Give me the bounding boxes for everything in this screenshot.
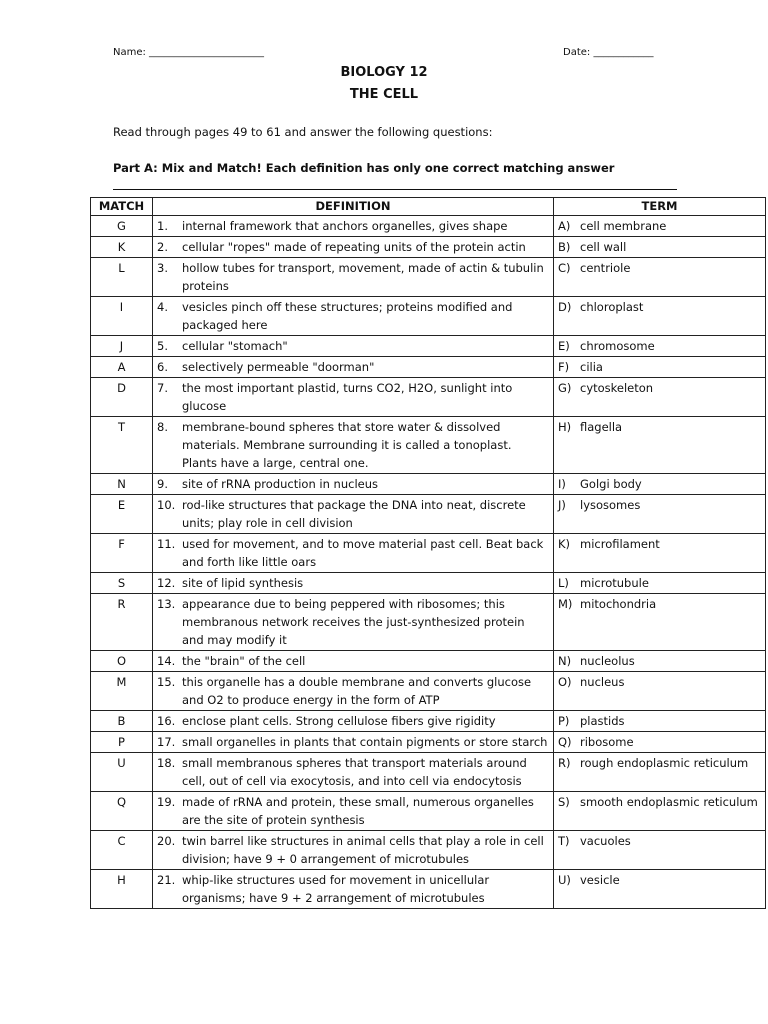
definition-number: 12. <box>157 576 176 590</box>
match-answer: S <box>91 573 153 594</box>
table-row <box>91 831 766 870</box>
term-cell <box>554 870 766 909</box>
term-cell <box>554 297 766 336</box>
definition-number: 2. <box>157 240 168 254</box>
match-answer: C <box>91 831 153 870</box>
definition-text: vesicles pinch off these structures; proteins modified and packaged here <box>182 300 513 332</box>
match-answer: P <box>91 732 153 753</box>
table-row <box>91 573 766 594</box>
term-text: vacuoles <box>580 834 631 848</box>
term-text: smooth endoplasmic reticulum <box>580 795 758 809</box>
table-row <box>91 792 766 831</box>
definition-cell <box>153 870 554 909</box>
table-row <box>91 258 766 297</box>
table-row <box>91 237 766 258</box>
match-answer: D <box>91 378 153 417</box>
definition-text: rod-like structures that package the DNA into neat, discrete units; play role in cell division <box>182 498 526 530</box>
definition-number: 21. <box>157 873 176 887</box>
definition-number: 4. <box>157 300 168 314</box>
table-row <box>91 495 766 534</box>
table-row <box>91 297 766 336</box>
term-letter: I) <box>558 477 566 491</box>
match-answer: L <box>91 258 153 297</box>
term-cell <box>554 417 766 474</box>
term-letter: Q) <box>558 735 572 749</box>
definition-cell <box>153 474 554 495</box>
match-answer: F <box>91 534 153 573</box>
term-cell <box>554 378 766 417</box>
definition-cell <box>153 417 554 474</box>
course-title: BIOLOGY 12 <box>340 65 428 80</box>
term-letter: E) <box>558 339 570 353</box>
definition-number: 11. <box>157 537 176 551</box>
term-cell <box>554 216 766 237</box>
definition-cell <box>153 753 554 792</box>
definition-cell <box>153 573 554 594</box>
definition-text: membrane-bound spheres that store water & dissolved materials. Membrane surrounding it is called a tonoplast. Plants have a large, central one. <box>182 420 512 470</box>
term-letter: K) <box>558 537 571 551</box>
definition-text: made of rRNA and protein, these small, numerous organelles are the site of protein synthesis <box>182 795 534 827</box>
match-answer: R <box>91 594 153 651</box>
name-field-label: Name: _______________________ <box>113 47 265 58</box>
definition-number: 19. <box>157 795 176 809</box>
definition-text: internal framework that anchors organelles, gives shape <box>182 219 508 233</box>
term-cell <box>554 711 766 732</box>
term-cell <box>554 237 766 258</box>
term-cell <box>554 753 766 792</box>
term-cell <box>554 573 766 594</box>
definition-number: 13. <box>157 597 176 611</box>
term-cell <box>554 336 766 357</box>
instructions: Read through pages 49 to 61 and answer the following questions: <box>113 125 493 139</box>
term-letter: F) <box>558 360 570 374</box>
definition-number: 15. <box>157 675 176 689</box>
term-cell <box>554 672 766 711</box>
definition-cell <box>153 495 554 534</box>
term-cell <box>554 594 766 651</box>
term-text: chloroplast <box>580 300 644 314</box>
table-row <box>91 672 766 711</box>
term-column-header: TERM <box>554 198 766 216</box>
table-row <box>91 870 766 909</box>
term-letter: C) <box>558 261 571 275</box>
term-text: cell membrane <box>580 219 667 233</box>
definition-cell <box>153 378 554 417</box>
term-text: mitochondria <box>580 597 657 611</box>
term-letter: R) <box>558 756 571 770</box>
term-cell <box>554 474 766 495</box>
definition-cell <box>153 792 554 831</box>
definition-cell <box>153 831 554 870</box>
term-text: ribosome <box>580 735 634 749</box>
definition-number: 16. <box>157 714 176 728</box>
divider <box>113 189 677 190</box>
definition-number: 10. <box>157 498 176 512</box>
match-answer: B <box>91 711 153 732</box>
match-answer: A <box>91 357 153 378</box>
term-cell <box>554 495 766 534</box>
match-column-header: MATCH <box>91 198 153 216</box>
definition-column-header: DEFINITION <box>153 198 554 216</box>
definition-cell <box>153 357 554 378</box>
term-cell <box>554 258 766 297</box>
definition-text: twin barrel like structures in animal cells that play a role in cell division; have 9 + 0 arrangement of microtubules <box>182 834 544 866</box>
table-row <box>91 753 766 792</box>
definition-text: cellular "stomach" <box>182 339 288 353</box>
definition-number: 8. <box>157 420 168 434</box>
definition-number: 9. <box>157 477 168 491</box>
table-header-row <box>91 198 766 216</box>
definition-cell <box>153 216 554 237</box>
term-text: Golgi body <box>580 477 642 491</box>
match-answer: I <box>91 297 153 336</box>
term-cell <box>554 831 766 870</box>
definition-text: the "brain" of the cell <box>182 654 306 668</box>
match-answer: N <box>91 474 153 495</box>
definition-cell <box>153 594 554 651</box>
definition-number: 17. <box>157 735 176 749</box>
definition-cell <box>153 336 554 357</box>
part-a-heading: Part A: Mix and Match! Each definition has only one correct matching answer <box>113 161 615 175</box>
definition-number: 6. <box>157 360 168 374</box>
term-text: chromosome <box>580 339 655 353</box>
match-answer: K <box>91 237 153 258</box>
table-row <box>91 732 766 753</box>
term-text: cytoskeleton <box>580 381 654 395</box>
definition-number: 3. <box>157 261 168 275</box>
term-text: plastids <box>580 714 625 728</box>
term-text: vesicle <box>580 873 620 887</box>
term-letter: M) <box>558 597 573 611</box>
definition-cell <box>153 237 554 258</box>
match-answer: O <box>91 651 153 672</box>
definition-number: 20. <box>157 834 176 848</box>
term-text: cell wall <box>580 240 627 254</box>
definition-number: 14. <box>157 654 176 668</box>
definition-text: site of lipid synthesis <box>182 576 304 590</box>
term-letter: J) <box>558 498 566 512</box>
term-letter: A) <box>558 219 571 233</box>
definition-text: used for movement, and to move material past cell. Beat back and forth like little oars <box>182 537 544 569</box>
table-row <box>91 594 766 651</box>
term-letter: L) <box>558 576 569 590</box>
match-answer: E <box>91 495 153 534</box>
term-letter: D) <box>558 300 572 314</box>
definition-cell <box>153 651 554 672</box>
definition-text: site of rRNA production in nucleus <box>182 477 379 491</box>
term-cell <box>554 534 766 573</box>
definition-cell <box>153 732 554 753</box>
definition-cell <box>153 297 554 336</box>
term-letter: B) <box>558 240 571 254</box>
definition-text: this organelle has a double membrane and converts glucose and O2 to produce energy in the form of ATP <box>182 675 532 707</box>
match-answer: M <box>91 672 153 711</box>
term-cell <box>554 732 766 753</box>
term-text: nucleus <box>580 675 625 689</box>
definition-text: small organelles in plants that contain pigments or store starch <box>182 735 548 749</box>
match-answer: T <box>91 417 153 474</box>
term-letter: P) <box>558 714 570 728</box>
definition-cell <box>153 258 554 297</box>
definition-text: selectively permeable "doorman" <box>182 360 375 374</box>
match-answer: Q <box>91 792 153 831</box>
match-answer: G <box>91 216 153 237</box>
table-row <box>91 378 766 417</box>
match-answer: U <box>91 753 153 792</box>
definition-text: the most important plastid, turns CO2, H2O, sunlight into glucose <box>182 381 513 413</box>
term-letter: G) <box>558 381 572 395</box>
table-row <box>91 711 766 732</box>
definition-text: enclose plant cells. Strong cellulose fibers give rigidity <box>182 714 496 728</box>
definition-number: 7. <box>157 381 168 395</box>
term-cell <box>554 357 766 378</box>
table-row <box>91 417 766 474</box>
definition-text: small membranous spheres that transport materials around cell, out of cell via exocytosis, and into cell via endocytosis <box>182 756 527 788</box>
term-text: microfilament <box>580 537 660 551</box>
definition-number: 1. <box>157 219 168 233</box>
term-text: nucleolus <box>580 654 635 668</box>
term-text: cilia <box>580 360 603 374</box>
term-text: centriole <box>580 261 631 275</box>
term-text: flagella <box>580 420 623 434</box>
definition-number: 5. <box>157 339 168 353</box>
term-cell <box>554 651 766 672</box>
definition-cell <box>153 711 554 732</box>
date-field-label: Date: ____________ <box>563 47 654 58</box>
table-row <box>91 357 766 378</box>
definition-cell <box>153 672 554 711</box>
term-letter: O) <box>558 675 572 689</box>
table-row <box>91 336 766 357</box>
term-text: microtubule <box>580 576 649 590</box>
worksheet-title: THE CELL <box>349 87 419 102</box>
table-row <box>91 216 766 237</box>
definition-text: whip-like structures used for movement in unicellular organisms; have 9 + 2 arrangement of microtubules <box>182 873 490 905</box>
term-text: rough endoplasmic reticulum <box>580 756 749 770</box>
table-row <box>91 474 766 495</box>
match-table <box>90 197 766 909</box>
definition-text: hollow tubes for transport, movement, made of actin & tubulin proteins <box>182 261 544 293</box>
definition-cell <box>153 534 554 573</box>
term-cell <box>554 792 766 831</box>
table-row <box>91 651 766 672</box>
definition-text: appearance due to being peppered with ribosomes; this membranous network receives the just-synthesized protein and may modify it <box>182 597 525 647</box>
term-letter: S) <box>558 795 570 809</box>
match-answer: H <box>91 870 153 909</box>
term-letter: U) <box>558 873 571 887</box>
term-letter: T) <box>558 834 570 848</box>
term-letter: N) <box>558 654 572 668</box>
definition-number: 18. <box>157 756 176 770</box>
match-answer: J <box>91 336 153 357</box>
table-body <box>91 216 766 909</box>
definition-text: cellular "ropes" made of repeating units of the protein actin <box>182 240 526 254</box>
table-row <box>91 534 766 573</box>
term-text: lysosomes <box>580 498 641 512</box>
term-letter: H) <box>558 420 572 434</box>
